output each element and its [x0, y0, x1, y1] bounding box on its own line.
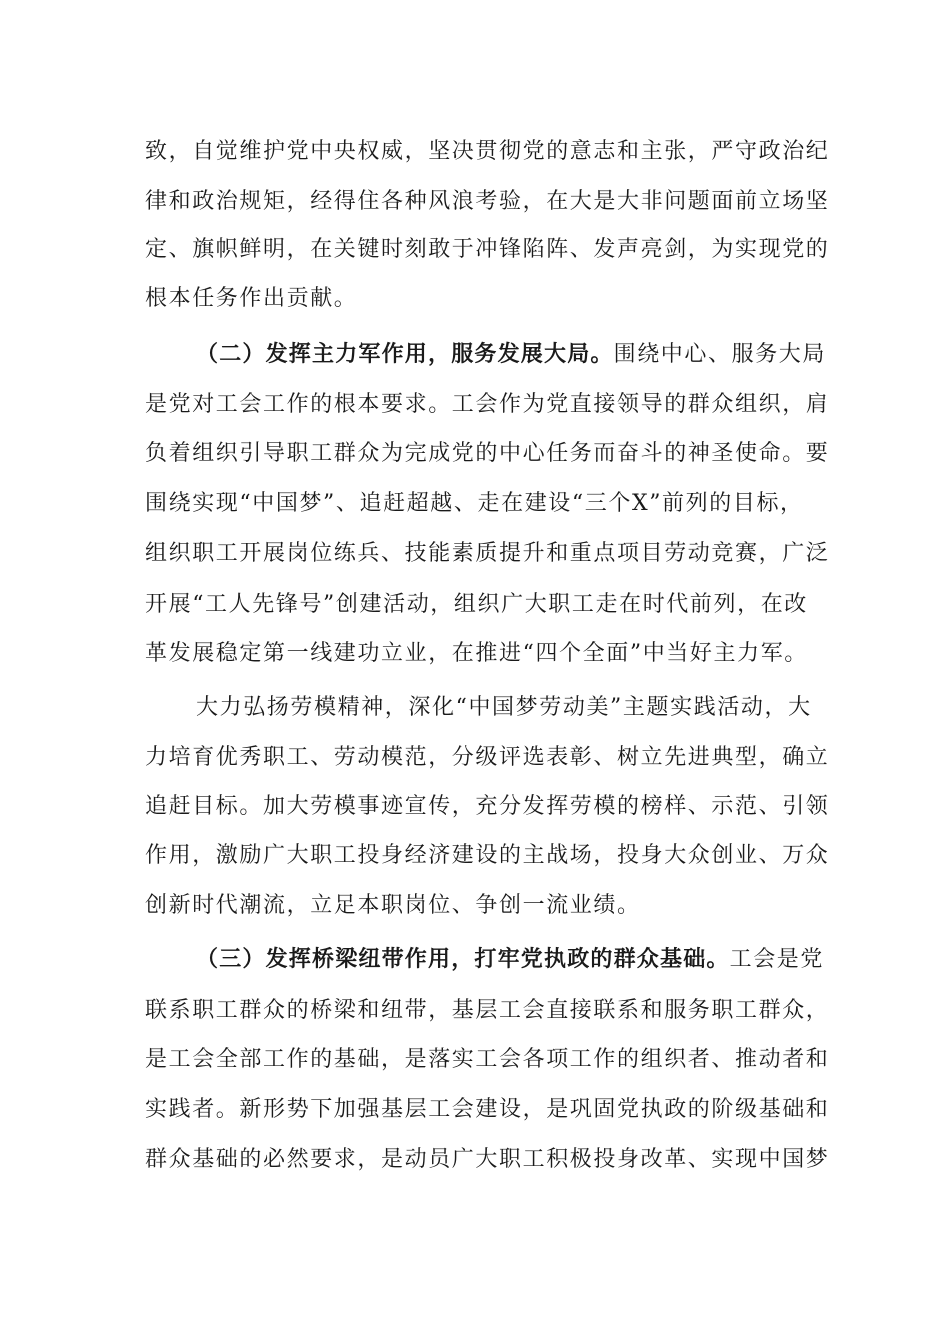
text-line: 开展“工人先锋号”创建活动，组织广大职工走在时代前列，在改 [145, 592, 808, 617]
text-line: 组织职工开展岗位练兵、技能素质提升和重点项目劳动竞赛，广泛 [145, 541, 830, 566]
section-heading: （三）发挥桥梁纽带作用，打牢党执政的群众基础。 [196, 947, 730, 972]
text-line: 群众基础的必然要求，是动员广大职工积极投身改革、实现中国梦 [145, 1147, 830, 1172]
text-line: 是党对工会工作的根本要求。工会作为党直接领导的群众组织，肩 [145, 392, 830, 417]
section-heading: （二）发挥主力军作用，服务发展大局。 [196, 342, 614, 367]
text-run: 围绕中心、服务大局 [613, 342, 827, 367]
paragraph-first-line [196, 335, 825, 375]
text-line: 追赶目标。加大劳模事迹宣传，充分发挥劳模的榜样、示范、引领 [145, 794, 830, 819]
paragraph-first-line: 大力弘扬劳模精神，深化“中国梦劳动美”主题实践活动，大 [196, 695, 812, 720]
text-line: 联系职工群众的桥梁和纽带，基层工会直接联系和服务职工群众， [145, 998, 830, 1023]
text-line: 定、旗帜鲜明，在关键时刻敢于冲锋陷阵、发声亮剑，为实现党的 [145, 237, 830, 262]
text-line: 致，自觉维护党中央权威，坚决贯彻党的意志和主张，严守政治纪 [145, 139, 830, 164]
text-line: 是工会全部工作的基础，是落实工会各项工作的组织者、推动者和 [145, 1047, 830, 1072]
paragraph-first-line [196, 940, 825, 980]
text-line: 实践者。新形势下加强基层工会建设，是巩固党执政的阶级基础和 [145, 1097, 830, 1122]
text-line: 革发展稳定第一线建功立业，在推进“四个全面”中当好主力军。 [145, 641, 808, 666]
text-line: 创新时代潮流，立足本职岗位、争创一流业绩。 [145, 893, 641, 918]
text-line: 作用，激励广大职工投身经济建设的主战场，投身大众创业、万众 [145, 843, 830, 868]
text-line: 围绕实现“中国梦”、追赶超越、走在建设“三个X”前列的目标， [145, 491, 804, 516]
text-run: 工会是党 [729, 947, 825, 972]
text-line: 负着组织引导职工群众为完成党的中心任务而奋斗的神圣使命。要 [145, 441, 830, 466]
text-line: 律和政治规矩，经得住各种风浪考验，在大是大非问题面前立场坚 [145, 189, 830, 214]
text-line: 根本任务作出贡献。 [145, 286, 358, 311]
text-line: 力培育优秀职工、劳动模范，分级评选表彰、树立先进典型，确立 [145, 745, 830, 770]
